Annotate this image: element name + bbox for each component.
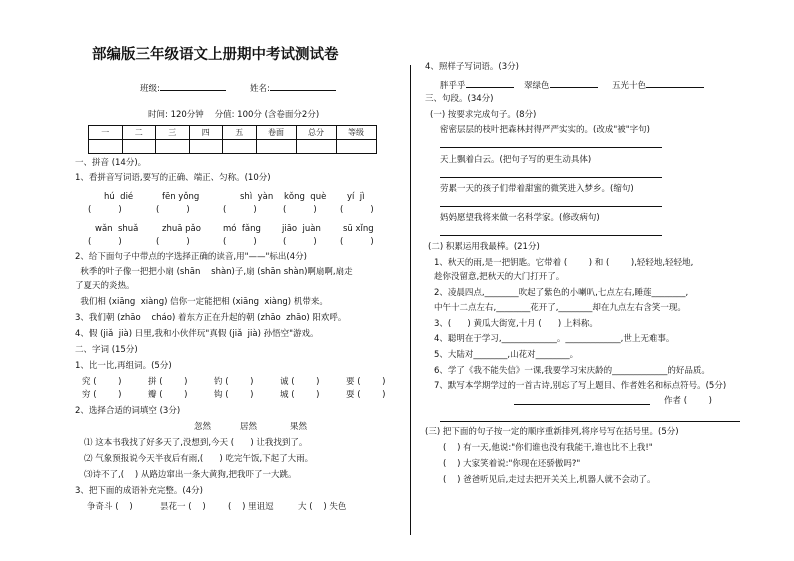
question-text: 秋季的叶子像一把把小扇 (shān shàn)子,扇 (shān shàn)啊扇啊,扇走	[75, 267, 353, 277]
question-text: 1、比一比,再组词。(5分)	[75, 361, 172, 371]
score-header: 等级	[336, 126, 376, 140]
compare-item[interactable]: 诚 ( )	[280, 377, 320, 387]
answer-blank[interactable]: ( )	[88, 205, 122, 215]
pinyin-prompt: sū xǐng	[343, 224, 374, 234]
idiom-item[interactable]: 争奇斗 ( )	[87, 502, 133, 512]
answer-line[interactable]	[440, 235, 662, 236]
name-label: 姓名:	[250, 84, 270, 94]
page-title: 部编版三年级语文上册期中考试测试卷	[92, 47, 339, 63]
score-cell[interactable]	[296, 140, 336, 154]
answer-blank[interactable]: ( )	[88, 237, 122, 247]
pinyin-prompt: wǎn shuǎ	[95, 224, 139, 234]
question-text[interactable]: 5、大陆对________,山花对________。	[434, 350, 579, 360]
answer-blank[interactable]: ( )	[340, 205, 374, 215]
group-heading: (二) 积累运用我最棒。(21分)	[428, 242, 540, 252]
compare-item[interactable]: 耍 ( )	[346, 390, 386, 400]
question-text[interactable]: 中午十二点左右,________花开了,________却在九点左右含笑一现。	[434, 303, 686, 313]
fill-sentence[interactable]: ⑵ 气象预报说今天半夜后有雨,( ) 吃完午饭,下起了大雨。	[84, 454, 314, 464]
order-item[interactable]: ( ) 爸爸听见后,走过去把开关关上,机器人就不会动了。	[443, 475, 656, 485]
class-label: 班级:	[140, 84, 160, 94]
compare-item[interactable]: 瓣 ( )	[148, 390, 188, 400]
score-cell[interactable]	[122, 140, 156, 154]
question-text: 7、默写本学期学过的一首古诗,别忘了写上题目、作者姓名和标点符号。(5分)	[434, 381, 727, 391]
answer-blank[interactable]: ( )	[283, 205, 317, 215]
score-cell[interactable]	[156, 140, 190, 154]
answer-blank[interactable]: ( )	[223, 237, 257, 247]
pinyin-prompt: hú dié	[104, 192, 134, 202]
question-text: 趁你没留意,把秋天的大门打开了。	[434, 272, 565, 282]
poem-author[interactable]: 作者 ( )	[664, 396, 712, 406]
score-header: 四	[189, 126, 223, 140]
question-text[interactable]: 2、凌晨四点,________吹起了紫色的小喇叭,七点左右,睡莲________,	[434, 288, 689, 298]
question-text: 妈妈愿望我将来做一名科学家。(修改病句)	[440, 213, 600, 223]
group-heading: (三) 把下面的句子按一定的顺序重新排列,将序号写在括号里。(5分)	[425, 427, 679, 437]
example-label: 胖乎乎	[440, 81, 466, 91]
name-field[interactable]	[250, 81, 336, 95]
pinyin-prompt: shì yàn	[240, 192, 274, 202]
question-text: 4、假 (jiǎ jià) 日里,我和小伙伴玩"真假 (jiǎ jià) 孙悟空"游戏。	[75, 329, 319, 339]
pinyin-prompt: kǒng què	[284, 192, 327, 202]
example-label: 五光十色	[612, 81, 647, 91]
pinyin-prompt: zhuā pǎo	[162, 224, 201, 234]
answer-blank[interactable]: ( )	[156, 237, 190, 247]
example-label: 翠绿色	[524, 81, 550, 91]
question-text[interactable]: 4、聪明在于学习,_____________。_____________,世上无难事。	[434, 334, 675, 344]
example-word[interactable]	[440, 78, 514, 92]
score-header: 三	[156, 126, 190, 140]
fill-sentence[interactable]: ⑶诗不了,( ) 从路边窜出一条大黄狗,把我吓了一大跳。	[84, 470, 297, 480]
answer-line[interactable]	[440, 177, 662, 178]
question-text: 天上飘着白云。(把句子写的更生动具体)	[440, 155, 592, 165]
idiom-item[interactable]: ( ) 里诅逗	[228, 502, 274, 512]
poem-title-line[interactable]	[514, 404, 650, 405]
question-text: 2、给下面句子中带点的字选择正确的读音,用"——"标出(4分)	[75, 252, 307, 262]
pinyin-prompt: yí jì	[347, 192, 365, 202]
score-cell[interactable]	[189, 140, 223, 154]
order-item[interactable]: ( ) 有一天,他说:"你们谁也没有我能干,谁也比不上我!"	[443, 443, 653, 453]
answer-blank[interactable]: ( )	[156, 205, 190, 215]
question-text: 我们相 (xiāng xiàng) 信你一定能把相 (xiāng xiàng) 机带来。	[75, 297, 328, 307]
question-text: 3、把下面的成语补充完整。(4分)	[75, 486, 203, 496]
group-heading: (一) 按要求完成句子。(8分)	[430, 110, 537, 120]
answer-line[interactable]	[440, 147, 662, 148]
section-3-heading: 三、句段。(34分)	[425, 94, 494, 104]
question-text: 密密层层的枝叶把森林封得严严实实的。(改成"被"字句)	[440, 125, 650, 135]
class-field[interactable]	[140, 81, 226, 95]
question-text: 3、我们朝 (zhāo cháo) 着东方正在升起的朝 (zhāo zhāo) 阳欢呼。	[75, 313, 347, 323]
word-choice: 居然	[240, 422, 258, 432]
score-cell[interactable]	[89, 140, 123, 154]
compare-item[interactable]: 拼 ( )	[148, 377, 188, 387]
answer-line[interactable]	[440, 206, 662, 207]
question-text[interactable]: 1、秋天的雨,是一把钥匙。它带着 ( ) 和 ( ),轻轻地,轻轻地,	[434, 258, 694, 268]
pinyin-prompt: jiāo juàn	[282, 224, 321, 234]
answer-blank[interactable]: ( )	[223, 205, 257, 215]
question-text: 劳累一天的孩子们带着甜蜜的微笑进入梦乡。(缩句)	[440, 184, 634, 194]
question-text: 2、选择合适的词填空 (3分)	[75, 406, 181, 416]
score-header: 二	[122, 126, 156, 140]
fill-sentence[interactable]: ⑴ 这本书我找了好多天了,没想到,今天 ( ) 让我找到了。	[84, 438, 308, 448]
example-word[interactable]	[524, 78, 598, 92]
pinyin-prompt: fēn yǒng	[162, 192, 200, 202]
idiom-item[interactable]: 大 ( ) 失色	[298, 502, 347, 512]
compare-item[interactable]: 钓 ( )	[214, 377, 254, 387]
score-header: 卷面	[256, 126, 296, 140]
question-text[interactable]: 3、( ) 黄瓜大街宽,十月 ( ) 上料称。	[434, 319, 598, 329]
score-cell[interactable]	[256, 140, 296, 154]
compare-item[interactable]: 穷 ( )	[82, 390, 122, 400]
poem-line[interactable]	[440, 421, 740, 422]
compare-item[interactable]: 钩 ( )	[214, 390, 254, 400]
compare-item[interactable]: 城 ( )	[280, 390, 320, 400]
question-text[interactable]: 6、学了《我不能失信》一课,我要学习宋庆龄的_____________的好品质。	[434, 366, 710, 376]
pinyin-prompt: mó fǎng	[223, 224, 261, 234]
question-text: 1、看拼音写词语,要写的正确、端正、匀称。(10分)	[75, 173, 271, 183]
word-choice: 忽然	[194, 422, 212, 432]
exam-info: 时间: 120分钟 分值: 100分 (含卷面分2分)	[148, 110, 320, 120]
word-choice: 果然	[290, 422, 308, 432]
example-word[interactable]	[612, 78, 704, 92]
score-cell[interactable]	[336, 140, 376, 154]
compare-item[interactable]: 究 ( )	[82, 377, 122, 387]
idiom-item[interactable]: 昙花一 ( )	[160, 502, 206, 512]
answer-blank[interactable]: ( )	[283, 237, 317, 247]
answer-blank[interactable]: ( )	[340, 237, 374, 247]
score-header: 五	[223, 126, 257, 140]
score-cell[interactable]	[223, 140, 257, 154]
score-table	[88, 125, 377, 154]
order-item[interactable]: ( ) 大家笑着说:"你现在还骄傲吗?"	[443, 459, 581, 469]
section-1-heading: 一、拼音 (14分)。	[75, 158, 147, 168]
question-text: 了夏天的炎热。	[75, 281, 135, 291]
column-divider	[410, 65, 411, 535]
compare-item[interactable]: 要 ( )	[346, 377, 386, 387]
score-header: 总分	[296, 126, 336, 140]
section-2-heading: 二、字词 (15分)	[75, 345, 138, 355]
score-header: 一	[89, 126, 123, 140]
question-text: 4、照样子写词语。(3分)	[425, 62, 519, 72]
